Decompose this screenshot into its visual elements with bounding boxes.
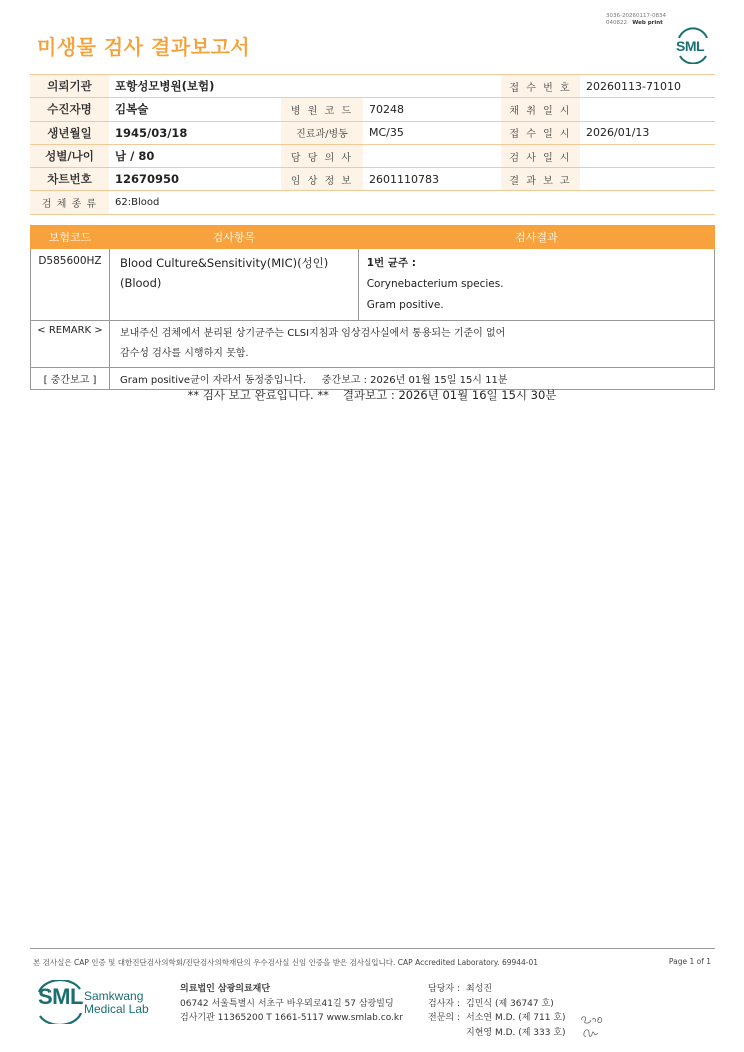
logo-bottom-sml: SML xyxy=(38,984,83,1009)
print-code xyxy=(606,13,666,27)
col-result-header: 검사결과 xyxy=(358,226,714,249)
footer-divider xyxy=(30,948,715,949)
clinical-label: 임 상 정 보 xyxy=(281,168,363,191)
certification-note: 본 검사실은 CAP 인증 및 대한진단검사의학회/진단검사의학재단의 우수검사실 신임 인증을 받은 검사실입니다. CAP Accredited Laboratory. 69944-01 xyxy=(33,958,539,967)
birth-value: 1945/03/18 xyxy=(109,121,281,144)
remark-row xyxy=(31,321,715,368)
remark-label: < REMARK > xyxy=(31,321,110,368)
birth-label: 생년월일 xyxy=(30,121,109,144)
org-address: 06742 서울특별시 서초구 바우뫼로41길 57 삼광빌딩 xyxy=(180,998,394,1009)
staff-manager-label: 담당자 : xyxy=(428,984,460,994)
org-name: 의료법인 삼광의료재단 xyxy=(180,984,271,994)
test-date-label: 검 사 일 시 xyxy=(501,144,580,167)
org-contact: 검사기관 11365200 T 1661-5117 www.smlab.co.kr xyxy=(180,1013,403,1023)
result-line3: Gram positive. xyxy=(366,299,444,311)
interim-label: [ 중간보고 ] xyxy=(31,368,110,390)
sml-logo-top xyxy=(673,26,713,64)
insurance-code: D585600HZ xyxy=(31,249,110,321)
info-row xyxy=(30,75,715,98)
test-date-value xyxy=(580,144,715,167)
info-row xyxy=(30,191,715,214)
receipt-date-label: 접 수 일 시 xyxy=(501,121,580,144)
staff-manager: 최성진 xyxy=(466,984,493,994)
collect-date-value xyxy=(580,98,715,121)
remark-line2: 감수성 검사를 시행하지 못함. xyxy=(119,348,249,359)
staff-doctor1: 서소연 M.D. (제 711 호) xyxy=(466,1013,566,1023)
logo-name-line2: Medical Lab xyxy=(84,1002,149,1016)
remark-line1: 보내주신 검체에서 분리된 상기균주는 CLSI지침과 임상검사실에서 통용되는 기준이 없어 xyxy=(119,328,506,339)
doctor-value xyxy=(363,144,501,167)
test-item-line2: (Blood) xyxy=(119,276,162,290)
receipt-no-value: 20260113-71010 xyxy=(580,75,715,98)
signature-icon xyxy=(578,1012,608,1042)
col-code-header: 보험코드 xyxy=(31,226,110,249)
requester-label: 의뢰기관 xyxy=(30,75,109,98)
requester-value: 포항성모병원(보험) xyxy=(109,75,501,98)
print-code-line2: 040822 xyxy=(606,20,628,26)
logo-bottom-name xyxy=(84,990,149,1016)
patient-info-table xyxy=(30,74,715,215)
patient-value: 김복술 xyxy=(109,98,281,121)
completion-line xyxy=(0,387,744,403)
test-result xyxy=(358,249,714,321)
result-row xyxy=(31,249,715,321)
info-row xyxy=(30,121,715,144)
info-row xyxy=(30,98,715,121)
test-item xyxy=(109,249,358,321)
receipt-date-value: 2026/01/13 xyxy=(580,121,715,144)
interim-time: 중간보고 : 2026년 01월 15일 15시 11분 xyxy=(321,375,508,386)
report-value xyxy=(580,168,715,191)
hospital-code-label: 병 원 코 드 xyxy=(281,98,363,121)
specimen-value: 62:Blood xyxy=(109,191,715,214)
report-label: 결 과 보 고 xyxy=(501,168,580,191)
result-line1: 1번 균주 : xyxy=(366,257,416,269)
chart-label: 차트번호 xyxy=(30,168,109,191)
dept-value: MC/35 xyxy=(363,121,501,144)
final-report-time: 결과보고 : 2026년 01월 16일 15시 30분 xyxy=(342,388,557,402)
results-header xyxy=(31,226,715,249)
info-row xyxy=(30,168,715,191)
sex-age-value: 남 / 80 xyxy=(109,144,281,167)
interim-note: Gram positive균이 자라서 동정중입니다. xyxy=(119,375,306,386)
chart-value: 12670950 xyxy=(109,168,281,191)
col-item-header: 검사항목 xyxy=(109,226,358,249)
result-line2: Corynebacterium species. xyxy=(366,278,504,290)
report-complete: ** 검사 보고 완료입니다. ** xyxy=(187,388,329,402)
sex-age-label: 성별/나이 xyxy=(30,144,109,167)
print-code-line1: 3036-20260117-0834 xyxy=(606,13,666,19)
sml-logo-bottom xyxy=(36,980,156,1024)
staff-tester: 김민식 (제 36747 호) xyxy=(466,998,554,1009)
patient-label: 수진자명 xyxy=(30,98,109,121)
staff-doctor-label: 전문의 : xyxy=(428,1013,460,1023)
collect-date-label: 채 취 일 시 xyxy=(501,98,580,121)
page-number: Page 1 of 1 xyxy=(668,957,711,966)
hospital-code-value: 70248 xyxy=(363,98,501,121)
specimen-label: 검 체 종 류 xyxy=(30,191,109,214)
receipt-no-label: 접 수 번 호 xyxy=(501,75,580,98)
doctor-label: 담 당 의 사 xyxy=(281,144,363,167)
organization-info xyxy=(180,982,403,1026)
page-title: 미생물 검사 결과보고서 xyxy=(37,35,251,59)
staff-tester-label: 검사자 : xyxy=(428,998,460,1009)
dept-label: 진료과/병동 xyxy=(281,121,363,144)
logo-text: SML xyxy=(676,38,705,54)
logo-name-line1: Samkwang xyxy=(84,989,144,1003)
results-table xyxy=(30,225,715,390)
staff-info xyxy=(428,982,566,1040)
test-item-line1: Blood Culture&Sensitivity(MIC)(성인) xyxy=(119,256,329,270)
web-print-label: Web print xyxy=(632,20,663,26)
staff-doctor2: 지현영 M.D. (제 333 호) xyxy=(466,1027,566,1038)
info-row xyxy=(30,144,715,167)
clinical-value: 2601110783 xyxy=(363,168,501,191)
remark-text xyxy=(109,321,714,368)
